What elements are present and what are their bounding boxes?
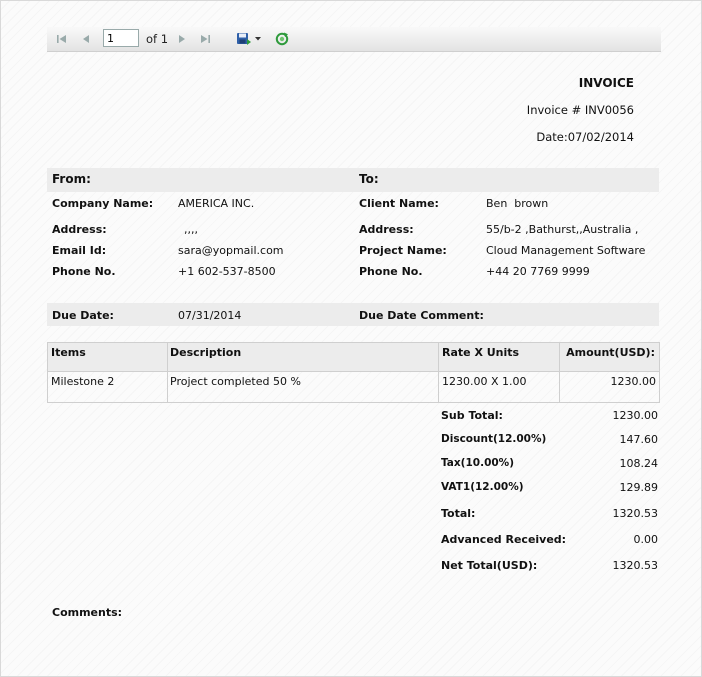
items-table (47, 342, 660, 403)
total-label: Total: (441, 507, 476, 520)
invoice-date: Date:07/02/2014 (536, 130, 634, 144)
from-to-band (47, 168, 659, 192)
next-page-icon[interactable] (174, 27, 190, 51)
project-name-value: Cloud Management Software (486, 244, 646, 257)
due-date-value: 07/31/2014 (178, 309, 242, 322)
refresh-icon[interactable] (273, 27, 291, 51)
subtotal-label: Sub Total: (441, 409, 503, 422)
net-total-value: 1320.53 (612, 559, 658, 572)
from-heading: From: (52, 172, 91, 186)
total-value: 1320.53 (612, 507, 658, 520)
from-phone-value: +1 602-537-8500 (178, 265, 276, 278)
dropdown-arrow-icon[interactable] (254, 27, 262, 51)
from-phone-label: Phone No. (52, 265, 116, 278)
row-description: Project completed 50 % (170, 375, 301, 388)
net-total-label: Net Total(USD): (441, 559, 538, 572)
header-items: Items (51, 346, 86, 359)
to-address-value: 55/b-2 ,Bathurst,,Australia , (486, 223, 639, 236)
to-heading: To: (359, 172, 379, 186)
last-page-icon[interactable] (197, 27, 213, 51)
due-date-comment-label: Due Date Comment: (359, 309, 484, 322)
client-name-value: Ben brown (486, 197, 549, 210)
due-date-band (47, 303, 659, 326)
project-name-label: Project Name: (359, 244, 447, 257)
company-name-value: AMERICA INC. (178, 197, 255, 210)
header-rate-units: Rate X Units (442, 346, 520, 359)
company-name-label: Company Name: (52, 197, 154, 210)
invoice-title: INVOICE (578, 76, 634, 90)
first-page-icon[interactable] (54, 27, 70, 51)
vat-label: VAT1(12.00%) (441, 481, 524, 493)
row-amount: 1230.00 (610, 375, 656, 388)
vat-value: 129.89 (619, 481, 658, 494)
row-item: Milestone 2 (51, 375, 115, 388)
previous-page-icon[interactable] (78, 27, 94, 51)
email-value: sara@yopmail.com (178, 244, 284, 257)
row-rate-units: 1230.00 X 1.00 (442, 375, 527, 388)
invoice-number: Invoice # INV0056 (526, 103, 634, 117)
comments-label: Comments: (52, 606, 123, 619)
client-name-label: Client Name: (359, 197, 439, 210)
header-amount: Amount(USD): (566, 346, 655, 359)
column-divider (438, 343, 439, 402)
discount-value: 147.60 (619, 433, 658, 446)
page-total-label: of 1 (146, 32, 169, 46)
email-label: Email Id: (52, 244, 107, 257)
due-date-label: Due Date: (52, 309, 114, 322)
tax-label: Tax(10.00%) (441, 457, 514, 469)
export-save-icon[interactable] (235, 27, 253, 51)
column-divider (167, 343, 168, 402)
column-divider (559, 343, 560, 402)
from-address-label: Address: (52, 223, 107, 236)
to-address-label: Address: (359, 223, 414, 236)
header-description: Description (170, 346, 242, 359)
subtotal-value: 1230.00 (612, 409, 658, 422)
tax-value: 108.24 (619, 457, 658, 470)
advanced-received-label: Advanced Received: (441, 533, 567, 546)
advanced-received-value: 0.00 (633, 533, 658, 546)
page-number-input[interactable] (103, 29, 139, 47)
to-phone-label: Phone No. (359, 265, 423, 278)
discount-label: Discount(12.00%) (441, 433, 547, 445)
report-toolbar (47, 27, 661, 52)
from-address-value: ,,,, (184, 223, 198, 236)
to-phone-value: +44 20 7769 9999 (486, 265, 590, 278)
